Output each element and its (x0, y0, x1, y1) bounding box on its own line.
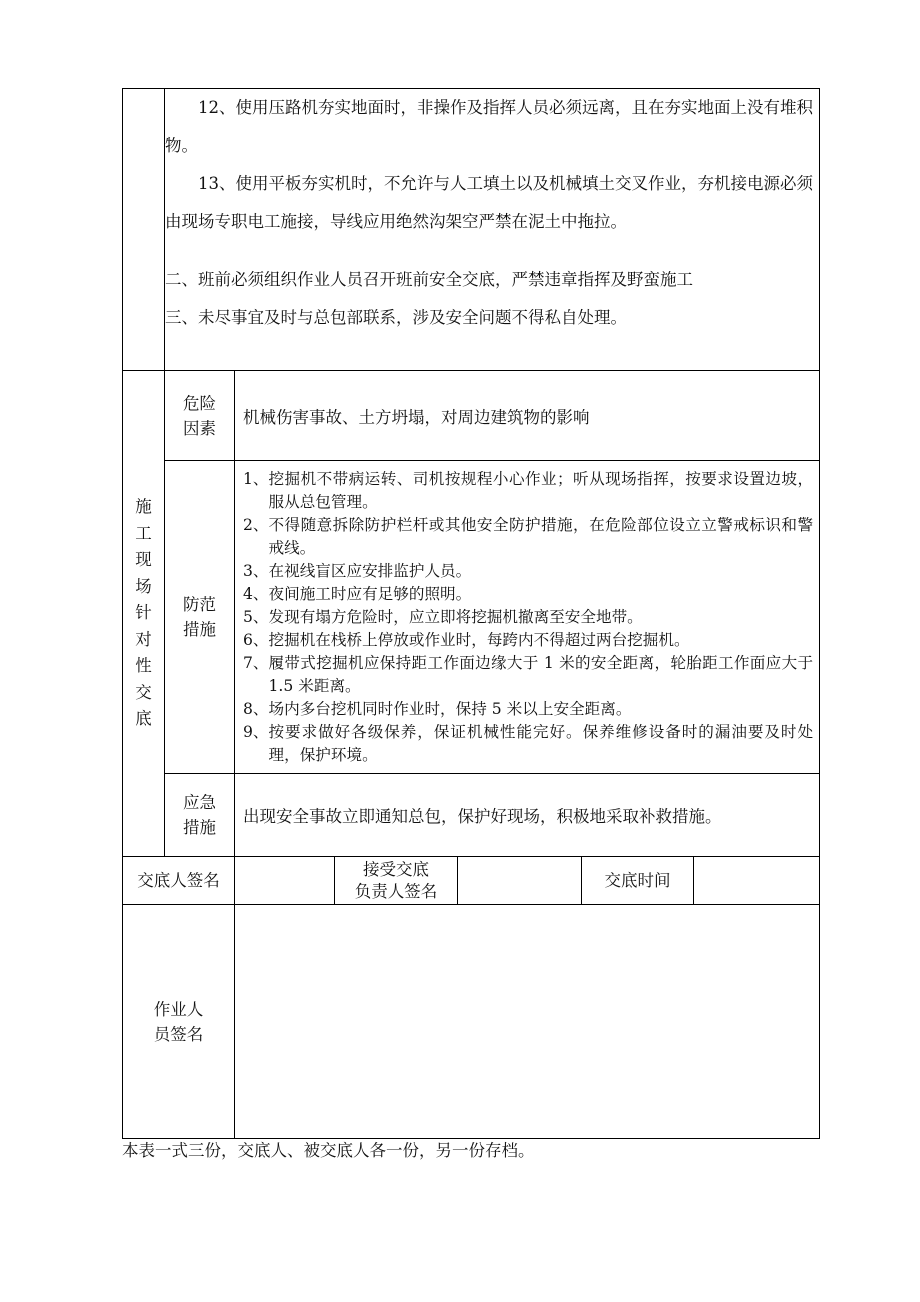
measure-text: 场内多台挖机同时作业时，保持 5 米以上安全距离。 (268, 699, 632, 718)
receiver-signature-field[interactable] (458, 857, 582, 905)
prevention-row (123, 461, 820, 774)
worker-signature-row (123, 905, 820, 1139)
prevention-label-line1: 防范 (183, 595, 216, 614)
measure-item (243, 583, 813, 606)
measure-text: 挖掘机在栈桥上停放或作业时，每跨内不得超过两台挖掘机。 (268, 630, 690, 649)
signature-row (123, 857, 820, 905)
measure-number: 7、 (243, 653, 269, 672)
intro-row (123, 89, 820, 371)
vertical-char: 底 (135, 709, 152, 729)
emergency-label (165, 774, 235, 857)
prevention-label (165, 461, 235, 774)
intro-content (165, 89, 820, 371)
vertical-char: 针 (135, 603, 152, 623)
intro-left-blank (123, 89, 165, 371)
measure-item (243, 721, 813, 767)
emergency-label-line2: 措施 (183, 818, 216, 837)
measure-item (243, 468, 813, 514)
vertical-char: 现 (135, 550, 152, 570)
footnote: 本表一式三份，交底人、被交底人各一份，另一份存档。 (122, 1141, 535, 1160)
spacer (165, 241, 819, 261)
item-13-text: 13、使用平板夯实机时，不允许与人工填土以及机械填土交叉作业，夯机接电源必须由现场专职电工施接，导线应用绝然沟架空严禁在泥土中拖拉。 (165, 174, 813, 231)
worker-label-line2: 员签名 (153, 1024, 204, 1044)
measure-item (243, 560, 813, 583)
measure-item (243, 514, 813, 560)
receiver-label (335, 857, 458, 905)
site-briefing-vertical-label (123, 371, 165, 857)
prevention-label-line2: 措施 (183, 620, 216, 639)
measure-item (243, 629, 813, 652)
measure-text: 不得随意拆除防护栏杆或其他安全防护措施，在危险部位设立立警戒标识和警戒线。 (268, 515, 814, 557)
measure-text: 挖掘机不带病运转、司机按规程小心作业；听从现场指挥，按要求设置边坡，服从总包管理。 (268, 469, 814, 511)
vertical-char: 交 (135, 682, 152, 702)
measure-item (243, 652, 813, 698)
hazard-content: 机械伤害事故、土方坍塌，对周边建筑物的影响 (235, 371, 820, 461)
measure-number: 5、 (243, 607, 269, 626)
measure-number: 8、 (243, 699, 269, 718)
discloser-signature-field[interactable] (235, 857, 335, 905)
emergency-label-line1: 应急 (183, 793, 216, 812)
receiver-label-line2: 负责人签名 (354, 881, 438, 901)
worker-label-line1: 作业人 (153, 999, 204, 1019)
worker-signature-label (123, 905, 235, 1139)
measure-number: 3、 (243, 561, 269, 580)
hazard-label (165, 371, 235, 461)
time-label: 交底时间 (582, 857, 694, 905)
measure-number: 1、 (243, 469, 269, 488)
hazard-label-line2: 因素 (183, 418, 216, 438)
item-12-text: 12、使用压路机夯实地面时，非操作及指挥人员必须远离，且在夯实地面上没有堆积物。 (165, 98, 813, 155)
measure-text: 履带式挖掘机应保持距工作面边缘大于 1 米的安全距离，轮胎距工作面应大于 1.5 米距离。 (268, 653, 814, 695)
discloser-label: 交底人签名 (123, 857, 235, 905)
measure-number: 2、 (243, 515, 269, 534)
hazard-label-line1: 危险 (183, 393, 216, 413)
vertical-char: 性 (135, 656, 152, 676)
emergency-content: 出现安全事故立即通知总包，保护好现场，积极地采取补救措施。 (235, 774, 820, 857)
vertical-char: 工 (135, 523, 152, 543)
measure-item (243, 606, 813, 629)
measure-text: 按要求做好各级保养，保证机械性能完好。保养维修设备时的漏油要及时处理，保护环境。 (268, 722, 814, 764)
measure-text: 在视线盲区应安排监护人员。 (268, 561, 472, 580)
section-3-text: 三、未尽事宜及时与总包部联系，涉及安全问题不得私自处理。 (165, 308, 627, 327)
measure-item (243, 698, 813, 721)
measure-text: 发现有塌方危险时，应立即将挖掘机撤离至安全地带。 (268, 607, 643, 626)
measure-text: 夜间施工时应有足够的照明。 (268, 584, 472, 603)
hazard-row (123, 371, 820, 461)
prevention-measures-list (235, 461, 820, 774)
worker-signature-field[interactable] (235, 905, 820, 1139)
vertical-char: 施 (135, 497, 152, 517)
receiver-label-line1: 接受交底 (363, 859, 429, 879)
vertical-char: 场 (135, 576, 152, 596)
section-2-text: 二、班前必须组织作业人员召开班前安全交底，严禁违章指挥及野蛮施工 (165, 270, 693, 289)
safety-briefing-table (122, 88, 820, 1139)
measure-number: 9、 (243, 722, 269, 741)
measure-number: 6、 (243, 630, 269, 649)
time-field[interactable] (694, 857, 820, 905)
measure-number: 4、 (243, 584, 269, 603)
vertical-char: 对 (135, 629, 152, 649)
emergency-row (123, 774, 820, 857)
